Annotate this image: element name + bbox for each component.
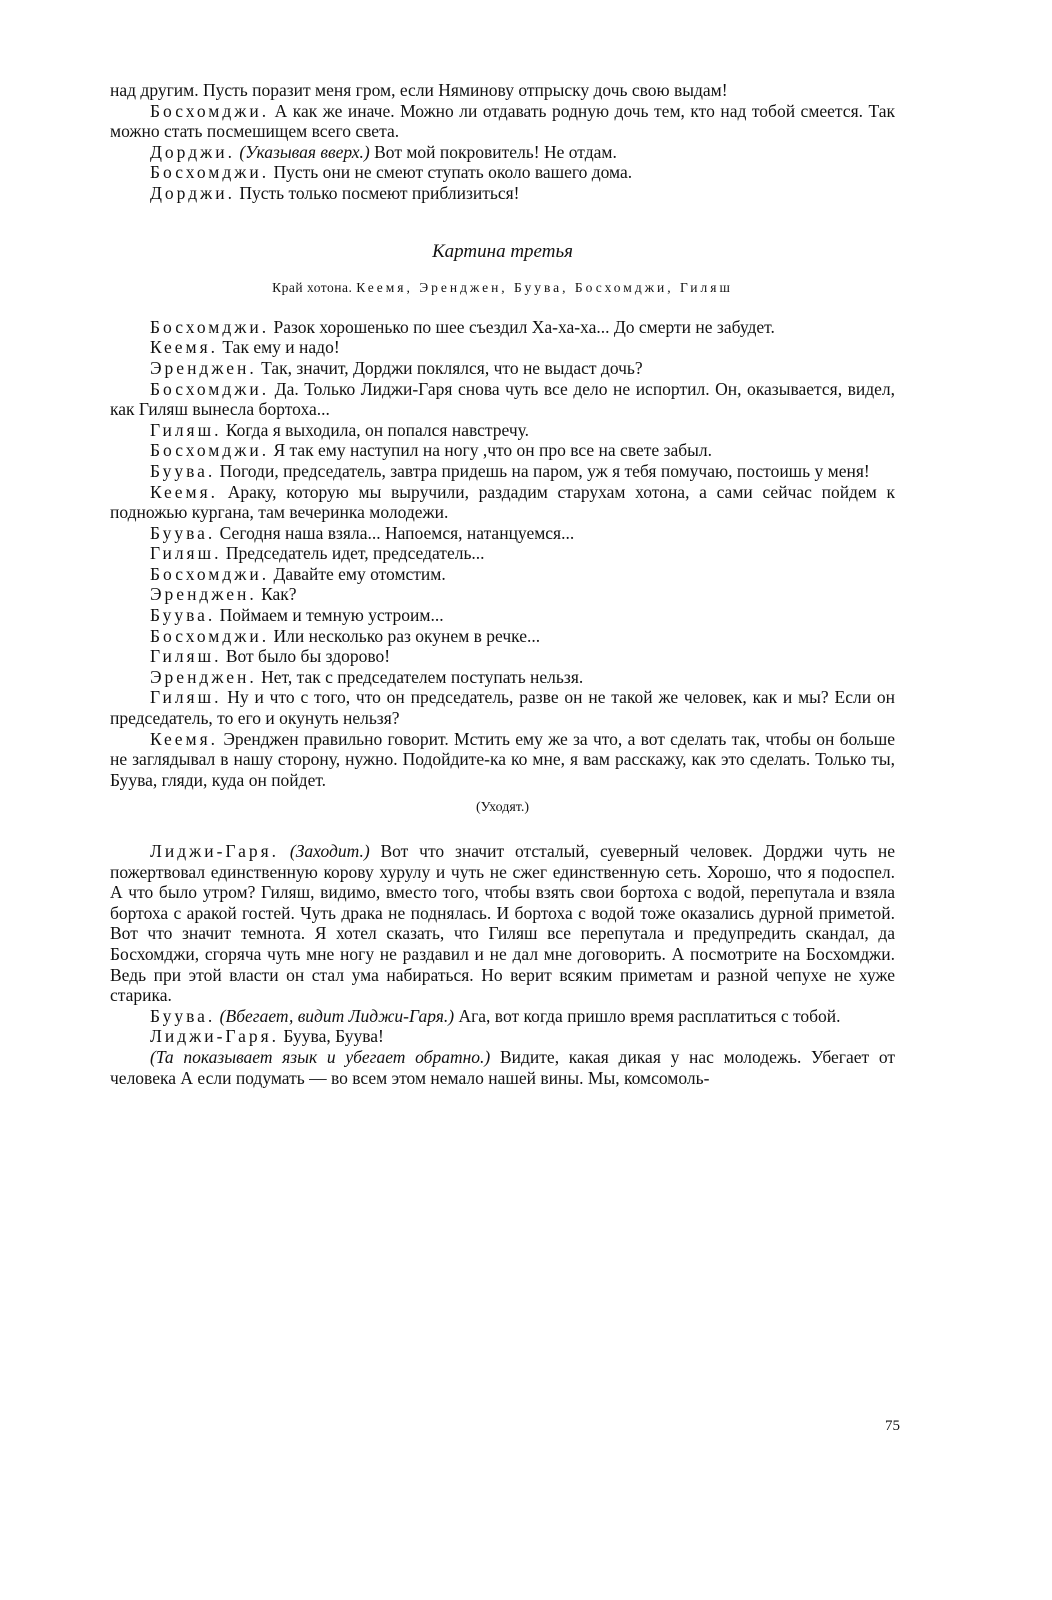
line-continuation — [110, 80, 895, 101]
speaker-name: Буува. — [150, 1005, 216, 1026]
speaker-name: Лиджи-Гаря. — [150, 841, 280, 861]
scene-setting: Край хотона. — [272, 280, 353, 296]
dialogue-line — [110, 543, 895, 564]
dialogue-line — [110, 729, 895, 791]
speaker-name: Дорджи. — [150, 182, 235, 203]
speaker-name: Гиляш. — [150, 646, 222, 667]
line-text: Когда я выходила, он попался навстречу. — [225, 419, 530, 440]
line-text: Я так ему наступил на ногу ,что он про все на свете забыл. — [273, 440, 712, 461]
dialogue-line — [110, 337, 895, 358]
dialogue-line — [110, 646, 895, 667]
speaker-name: Босхомджи. — [150, 625, 270, 646]
line-text: Погоди, председатель, завтра придешь на паром, уж я тебя помучаю, постоишь у меня! — [219, 460, 870, 481]
stage-direction: (Указывая вверх.) — [239, 141, 370, 162]
line-text: Вот мой покровитель! Не отдам. — [374, 141, 617, 162]
dialogue-line — [110, 482, 895, 523]
speaker-name: Босхомджи. — [150, 563, 270, 584]
line-text: Сегодня наша взяла... Напоемся, натанцуемся... — [219, 522, 575, 543]
dialogue-line — [110, 687, 895, 728]
line-text: Вот что значит отсталый, суеверный человек. Дорджи чуть не пожертвовал единственную корову хурулу и чуть не сжег единственную сеть. Хорошо, что я подоспел. А что было утром? Гиляш, видимо, вместо того, чтобы взять свои бортоха с водой, перепутала и взяла бортоха с аракой гостей. Чуть драка не поднялась. И бортоха с водой тоже оказались дурной приметой. Вот что значит темнота. Я хотел сказать, что Гиляш все перепутала и предупредить скандал, да Босхомджи, сгоряча чуть мне ногу не раздавил и не дал мне договорить. А посмотрите на Босхомджи. Ведь при этой власти он стал ума набираться. Но верит всяким приметам и разной чепухе не хуже старика. — [110, 841, 896, 1006]
speaker-name: Дорджи. — [150, 141, 235, 162]
page-body — [110, 80, 895, 1088]
scene-characters: Кеемя, Эренджен, Буува, Босхомджи, Гиляш — [356, 280, 733, 296]
dialogue-line — [110, 317, 895, 338]
line-text: Видите, какая дикая у нас молодежь. Убегает от человека А если подумать — во всем этом немало нашей вины. Мы, комсомоль- — [110, 1046, 896, 1088]
speaker-name: Босхомджи. — [150, 316, 270, 337]
speaker-name: Эренджен. — [150, 584, 257, 605]
dialogue-line — [110, 461, 895, 482]
line-text: Ага, вот когда пришло время расплатиться с тобой. — [458, 1005, 841, 1026]
line-text: Нет, так с председателем поступать нельзя. — [261, 666, 584, 687]
line-text: Буува, Буува! — [283, 1026, 384, 1047]
line-text: Да. Только Лиджи-Гаря снова чуть все дело не испортил. Он, оказывается, видел, как Гиляш вынесла бортоха... — [110, 378, 896, 420]
line-text: Так, значит, Дорджи поклялся, что не выдаст дочь? — [261, 357, 643, 378]
line-text: Так ему и надо! — [222, 337, 340, 358]
dialogue-line — [110, 1047, 895, 1088]
speaker-name: Буува. — [150, 522, 216, 543]
speaker-name: Гиляш. — [150, 543, 222, 564]
scene-title: Картина третья — [432, 240, 573, 262]
speaker-name: Лиджи-Гаря. — [150, 1026, 280, 1047]
dialogue-line — [110, 162, 895, 183]
dialogue-block — [110, 317, 895, 791]
line-text: А как же иначе. Можно ли отдавать родную дочь тем, кто над тобой смеется. Так можно стать посмешищем всего света. — [110, 100, 896, 142]
speaker-name: Босхомджи. — [150, 162, 270, 183]
stage-direction-exit: (Уходят.) — [475, 800, 530, 816]
line-text: Эренджен правильно говорит. Мстить ему же за что, а вот сделать так, чтобы он больше не заглядывал в нашу сторону, нужно. Подойдите-ка ко мне, я вам расскажу, как это сделать. Только ты, Буува, гляди, куда он пойдет. — [110, 728, 896, 790]
dialogue-line — [110, 523, 895, 544]
dialogue-line — [110, 1026, 895, 1047]
line-text: Вот было бы здорово! — [225, 646, 391, 667]
dialogue-line — [110, 841, 895, 1006]
dialogue-line — [110, 101, 895, 142]
speaker-name: Эренджен. — [150, 666, 257, 687]
dialogue-line — [110, 626, 895, 647]
line-text: Пусть они не смеют ступать около вашего дома. — [273, 162, 633, 183]
speaker-name: Кеемя. — [150, 481, 219, 502]
line-text: над другим. Пусть поразит меня гром, если Няминову отпрыску дочь свою выдам! — [110, 80, 728, 100]
speaker-name: Босхомджи. — [150, 100, 270, 121]
line-text: Разок хорошенько по шее съездил Ха-ха-ха... До смерти не забудет. — [273, 316, 775, 337]
line-text: Как? — [261, 584, 297, 605]
dialogue-line — [110, 564, 895, 585]
dialogue-line — [110, 605, 895, 626]
line-text: Ну и что с того, что он председатель, разве он не такой же человек, как и мы? Если он председатель, то его и окунуть нельзя? — [110, 687, 896, 729]
line-text: Поймаем и темную устроим... — [219, 605, 444, 626]
stage-direction: (Та показывает язык и убегает обратно.) — [150, 1046, 491, 1067]
stage-direction: (Заходит.) — [289, 841, 370, 861]
dialogue-line — [110, 142, 895, 163]
speaker-name: Босхомджи. — [150, 378, 270, 399]
line-text: Араку, которую мы выручили, раздадим старухам хотона, а сами сейчас пойдем к подножью кургана, там вечеринка молодежи. — [110, 481, 895, 523]
dialogue-line — [110, 584, 895, 605]
dialogue-line — [110, 420, 895, 441]
dialogue-line — [110, 358, 895, 379]
scene-cast — [110, 278, 895, 299]
dialogue-line — [110, 667, 895, 688]
stage-direction: (Вбегает, видит Лиджи-Гаря.) — [219, 1005, 455, 1026]
speaker-name: Буува. — [150, 605, 216, 626]
speaker-name: Эренджен. — [150, 357, 257, 378]
speaker-name: Гиляш. — [150, 419, 222, 440]
speaker-name: Буува. — [150, 460, 216, 481]
speaker-name: Кеемя. — [150, 337, 219, 358]
speaker-name: Босхомджи. — [150, 440, 270, 461]
page-number: 75 — [885, 1418, 900, 1434]
dialogue-line — [110, 1006, 895, 1027]
line-text: Или несколько раз окунем в речке... — [273, 625, 541, 646]
dialogue-block-2 — [110, 841, 895, 1088]
line-text: Пусть только посмеют приблизиться! — [239, 182, 520, 203]
dialogue-line — [110, 440, 895, 461]
speaker-name: Гиляш. — [150, 687, 222, 708]
dialogue-line — [110, 379, 895, 420]
dialogue-line — [110, 183, 895, 204]
speaker-name: Кеемя. — [150, 728, 219, 749]
line-text: Председатель идет, председатель... — [225, 543, 485, 564]
line-text: Давайте ему отомстим. — [273, 563, 446, 584]
